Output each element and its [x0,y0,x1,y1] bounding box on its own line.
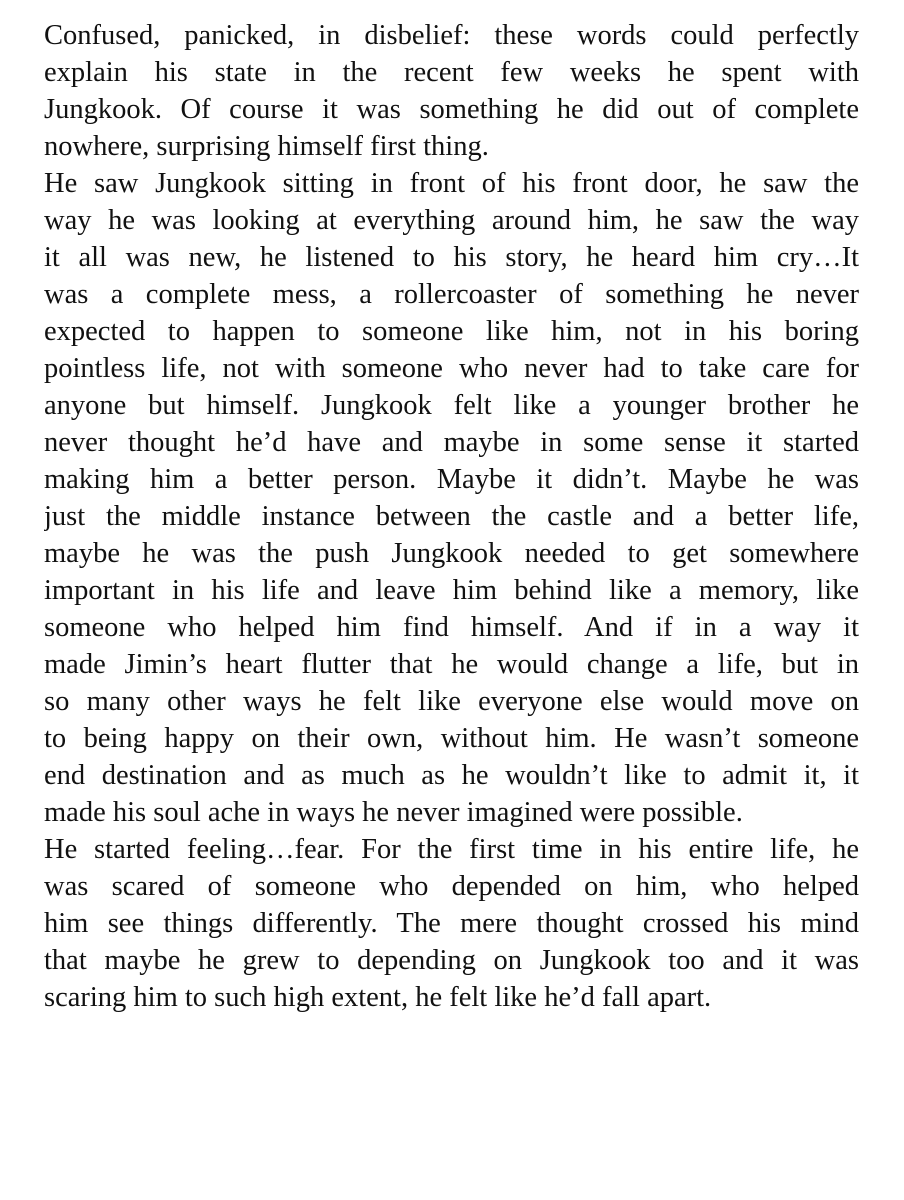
text-line: him see things differently. The mere thought crossed his mind [44,908,859,939]
text-line: expected to happen to someone like him, not in his boring [44,316,859,347]
text-line: nowhere, surprising himself first thing. [44,131,489,162]
text-line: Jungkook. Of course it was something he did out of complete [44,94,859,125]
text-line: maybe he was the push Jungkook needed to get somewhere [44,538,859,569]
text-line: just the middle instance between the castle and a better life, [44,501,859,532]
text-line: making him a better person. Maybe it didn’t. Maybe he was [44,464,859,495]
document-body [44,17,859,1016]
text-line: never thought he’d have and maybe in some sense it started [44,427,859,458]
text-line: made his soul ache in ways he never imagined were possible. [44,797,743,828]
text-line: that maybe he grew to depending on Jungkook too and it was [44,945,859,976]
text-line: Confused, panicked, in disbelief: these words could perfectly [44,20,859,51]
text-line: was scared of someone who depended on him, who helped [44,871,859,902]
text-line: so many other ways he felt like everyone else would move on [44,686,859,717]
paragraph-2 [44,165,859,831]
text-line: someone who helped him find himself. And if in a way it [44,612,859,643]
text-line: made Jimin’s heart flutter that he would change a life, but in [44,649,859,680]
text-line: important in his life and leave him behind like a memory, like [44,575,859,606]
text-line: He started feeling…fear. For the first time in his entire life, he [44,834,859,865]
text-line: explain his state in the recent few weeks he spent with [44,57,859,88]
text-line: was a complete mess, a rollercoaster of something he never [44,279,859,310]
text-line: end destination and as much as he wouldn’t like to admit it, it [44,760,859,791]
text-line: it all was new, he listened to his story, he heard him cry…It [44,242,859,273]
text-line: anyone but himself. Jungkook felt like a younger brother he [44,390,859,421]
paragraph-1 [44,17,859,165]
text-line: way he was looking at everything around him, he saw the way [44,205,859,236]
paragraph-3 [44,831,859,1016]
text-line: pointless life, not with someone who never had to take care for [44,353,859,384]
text-line: He saw Jungkook sitting in front of his front door, he saw the [44,168,859,199]
text-line: to being happy on their own, without him. He wasn’t someone [44,723,859,754]
text-line: scaring him to such high extent, he felt like he’d fall apart. [44,982,712,1013]
